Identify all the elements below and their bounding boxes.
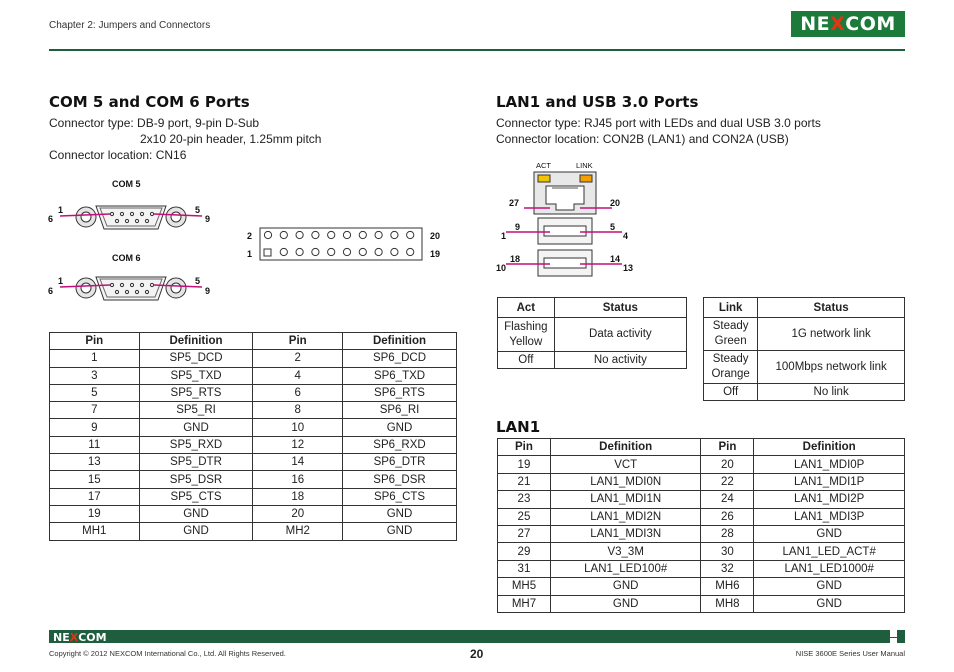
table-cell: SP6_DTR [343, 454, 457, 471]
col-pin: Pin [50, 333, 140, 350]
table-row [50, 367, 457, 384]
col-definition: Definition [550, 439, 701, 456]
col-link: Link [704, 298, 758, 318]
table-cell: 24 [701, 491, 754, 508]
table-cell: SP5_DTR [139, 454, 253, 471]
com5-db9-connector [60, 206, 202, 229]
col-definition: Definition [343, 333, 457, 350]
header-pin [296, 231, 303, 238]
header-pin [343, 248, 350, 255]
table-cell: LAN1_MDI2N [550, 508, 701, 525]
table-cell: 21 [498, 473, 551, 490]
header-pin [375, 231, 382, 238]
link-led-table [703, 297, 905, 401]
table-cell: 5 [50, 384, 140, 401]
table-cell: 19 [50, 505, 140, 522]
table-cell: 19 [498, 456, 551, 473]
table-cell: 14 [253, 454, 343, 471]
col-status: Status [554, 298, 686, 318]
table-header-row [704, 298, 905, 318]
table-cell: No link [758, 384, 905, 401]
table-cell: 100Mbps network link [758, 351, 905, 384]
table-cell: SP5_RTS [139, 384, 253, 401]
chapter-title: Chapter 2: Jumpers and Connectors [49, 20, 211, 31]
table-cell: SP5_RXD [139, 436, 253, 453]
header-pin20: 20 [430, 231, 441, 241]
usb-pin10: 10 [496, 263, 507, 273]
page-number: 20 [470, 647, 484, 661]
com-port-diagram [44, 174, 454, 304]
table-cell: LAN1_LED100# [550, 560, 701, 577]
table-cell: GND [343, 505, 457, 522]
header-pin [312, 248, 319, 255]
table-cell: GND [139, 505, 253, 522]
header-pin [375, 248, 382, 255]
header-pin [343, 231, 350, 238]
table-cell: VCT [550, 456, 701, 473]
table-cell: Off [704, 384, 758, 401]
table-cell: GND [343, 419, 457, 436]
col-definition: Definition [139, 333, 253, 350]
table-cell: SP5_DSR [139, 471, 253, 488]
table-row [50, 454, 457, 471]
table-cell: 26 [701, 508, 754, 525]
table-cell: 1G network link [758, 318, 905, 351]
table-cell: LAN1_LED_ACT# [754, 543, 905, 560]
lan-usb-diagram [494, 156, 654, 280]
table-header-row [498, 298, 687, 318]
col-pin: Pin [701, 439, 754, 456]
header-pin1: 1 [247, 249, 253, 259]
usb-pin18: 18 [510, 254, 521, 264]
table-cell: SP5_DCD [139, 350, 253, 367]
table-cell: Steady Green [704, 318, 758, 351]
table-cell: MH1 [50, 523, 140, 540]
usb-pin14: 14 [610, 254, 621, 264]
table-row [498, 456, 905, 473]
table-cell: SP6_CTS [343, 488, 457, 505]
table-cell: 23 [498, 491, 551, 508]
table-cell: SP5_CTS [139, 488, 253, 505]
table-cell: SP5_TXD [139, 367, 253, 384]
com-pin-table [49, 332, 457, 541]
header-pin [312, 231, 319, 238]
header-pin [391, 248, 398, 255]
header-pin [359, 248, 366, 255]
table-row [50, 402, 457, 419]
lan-pin27: 27 [509, 198, 520, 208]
table-cell: 20 [701, 456, 754, 473]
table-cell: Flashing Yellow [498, 318, 555, 352]
header-pin [280, 248, 287, 255]
table-row [498, 543, 905, 560]
table-cell: GND [754, 578, 905, 595]
header-pin [280, 231, 287, 238]
table-cell: SP5_RI [139, 402, 253, 419]
table-cell: 18 [253, 488, 343, 505]
table-cell: LAN1_MDI1N [550, 491, 701, 508]
header-pin [359, 231, 366, 238]
com-connector-location: Connector location: CN16 [49, 148, 187, 162]
table-row [498, 560, 905, 577]
table-cell: 3 [50, 367, 140, 384]
table-cell: 9 [50, 419, 140, 436]
com-header-type: 2x10 20-pin header, 1.25mm pitch [140, 132, 322, 146]
footer-logo: NEXCOM [53, 631, 107, 644]
table-cell: 20 [253, 505, 343, 522]
logo-text: NEXCOM [800, 13, 896, 35]
table-row [704, 318, 905, 351]
table-row [704, 351, 905, 384]
table-cell: 4 [253, 367, 343, 384]
table-header-row [498, 439, 905, 456]
col-status: Status [758, 298, 905, 318]
table-cell: MH8 [701, 595, 754, 612]
col-act: Act [498, 298, 555, 318]
table-cell: SP6_DCD [343, 350, 457, 367]
table-cell: No activity [554, 352, 686, 369]
lan-connector-type: Connector type: RJ45 port with LEDs and dual USB 3.0 ports [496, 116, 821, 130]
table-row [498, 508, 905, 525]
table-cell: 31 [498, 560, 551, 577]
page-corner-icon [890, 630, 905, 643]
manual-name: NISE 3600E Series User Manual [795, 649, 905, 658]
table-cell: SP6_RTS [343, 384, 457, 401]
table-cell: 10 [253, 419, 343, 436]
table-cell: LAN1_MDI0P [754, 456, 905, 473]
table-cell: 25 [498, 508, 551, 525]
table-cell: 13 [50, 454, 140, 471]
table-row [498, 318, 687, 352]
table-row [498, 473, 905, 490]
table-cell: 15 [50, 471, 140, 488]
table-cell: Off [498, 352, 555, 369]
footer-bar [49, 630, 905, 643]
table-row [498, 491, 905, 508]
table-row [50, 436, 457, 453]
table-cell: 30 [701, 543, 754, 560]
copyright-text: Copyright © 2012 NEXCOM International Co., Ltd. All Rights Reserved. [49, 649, 286, 658]
table-cell: 16 [253, 471, 343, 488]
table-cell: GND [754, 595, 905, 612]
com6-pin1: 1 [58, 276, 64, 286]
lan-connector-location: Connector location: CON2B (LAN1) and CON2A (USB) [496, 132, 789, 146]
com5-pin5: 5 [195, 205, 201, 215]
usb-port-lower [538, 250, 592, 276]
table-cell: MH2 [253, 523, 343, 540]
table-cell: SP6_RXD [343, 436, 457, 453]
table-cell: GND [343, 523, 457, 540]
nexcom-logo [791, 11, 905, 37]
table-row [50, 523, 457, 540]
com6-pin5: 5 [195, 276, 201, 286]
lan-pin20: 20 [610, 198, 621, 208]
com5-pin1: 1 [58, 205, 64, 215]
table-cell: SP6_TXD [343, 367, 457, 384]
table-cell: 12 [253, 436, 343, 453]
table-cell: 32 [701, 560, 754, 577]
header-pin [407, 248, 414, 255]
table-row [498, 525, 905, 542]
com6-label: COM 6 [112, 253, 141, 263]
com5-pin6: 6 [48, 214, 54, 224]
usb-pin1: 1 [501, 231, 507, 241]
table-cell: 11 [50, 436, 140, 453]
table-cell: 17 [50, 488, 140, 505]
col-pin: Pin [253, 333, 343, 350]
table-cell: GND [550, 595, 701, 612]
lan1-section-title: LAN1 [496, 418, 541, 436]
table-row [704, 384, 905, 401]
table-row [50, 471, 457, 488]
header-pin [296, 248, 303, 255]
table-header-row [50, 333, 457, 350]
com6-pin6: 6 [48, 286, 54, 296]
table-cell: 1 [50, 350, 140, 367]
table-cell: GND [754, 525, 905, 542]
col-pin: Pin [498, 439, 551, 456]
col-definition: Definition [754, 439, 905, 456]
table-cell: GND [139, 523, 253, 540]
table-cell: LAN1_MDI3N [550, 525, 701, 542]
table-cell: MH5 [498, 578, 551, 595]
table-cell: 22 [701, 473, 754, 490]
table-row [50, 488, 457, 505]
table-row [498, 578, 905, 595]
table-cell: LAN1_MDI3P [754, 508, 905, 525]
table-row [50, 505, 457, 522]
table-row [50, 384, 457, 401]
table-cell: LAN1_LED1000# [754, 560, 905, 577]
table-cell: V3_3M [550, 543, 701, 560]
usb-pin13: 13 [623, 263, 634, 273]
table-cell: MH7 [498, 595, 551, 612]
header-pin [391, 231, 398, 238]
com6-db9-connector [60, 277, 202, 300]
table-cell: 27 [498, 525, 551, 542]
header-pin [264, 231, 271, 238]
header-pin2: 2 [247, 231, 253, 241]
act-led-table [497, 297, 687, 369]
usb-pin4: 4 [623, 231, 629, 241]
table-cell: 28 [701, 525, 754, 542]
com5-pin9: 9 [205, 214, 211, 224]
header-rule [49, 49, 905, 51]
header-pin19: 19 [430, 249, 441, 259]
table-cell: LAN1_MDI1P [754, 473, 905, 490]
table-cell: Steady Orange [704, 351, 758, 384]
lan1-pin-table [497, 438, 905, 613]
table-row [50, 350, 457, 367]
table-cell: 6 [253, 384, 343, 401]
com-section-title: COM 5 and COM 6 Ports [49, 93, 250, 111]
table-row [50, 419, 457, 436]
lan-usb-section-title: LAN1 and USB 3.0 Ports [496, 93, 699, 111]
com-connector-type: Connector type: DB-9 port, 9-pin D-Sub [49, 116, 260, 130]
com5-label: COM 5 [112, 179, 141, 189]
table-cell: 8 [253, 402, 343, 419]
header-pin [328, 248, 335, 255]
table-cell: LAN1_MDI0N [550, 473, 701, 490]
table-cell: 2 [253, 350, 343, 367]
table-cell: LAN1_MDI2P [754, 491, 905, 508]
table-cell: SP6_RI [343, 402, 457, 419]
table-cell: Data activity [554, 318, 686, 352]
act-led-label: ACT [536, 161, 551, 170]
com6-pin9: 9 [205, 286, 211, 296]
table-row [498, 352, 687, 369]
table-cell: MH6 [701, 578, 754, 595]
link-led-label: LINK [576, 161, 593, 170]
table-cell: GND [550, 578, 701, 595]
usb-port-upper [538, 218, 592, 244]
usb-pin5: 5 [610, 222, 616, 232]
table-cell: 29 [498, 543, 551, 560]
table-row [498, 595, 905, 612]
table-cell: GND [139, 419, 253, 436]
usb-pin9: 9 [515, 222, 521, 232]
header-pin [328, 231, 335, 238]
table-cell: 7 [50, 402, 140, 419]
table-cell: SP6_DSR [343, 471, 457, 488]
header-pin [407, 231, 414, 238]
